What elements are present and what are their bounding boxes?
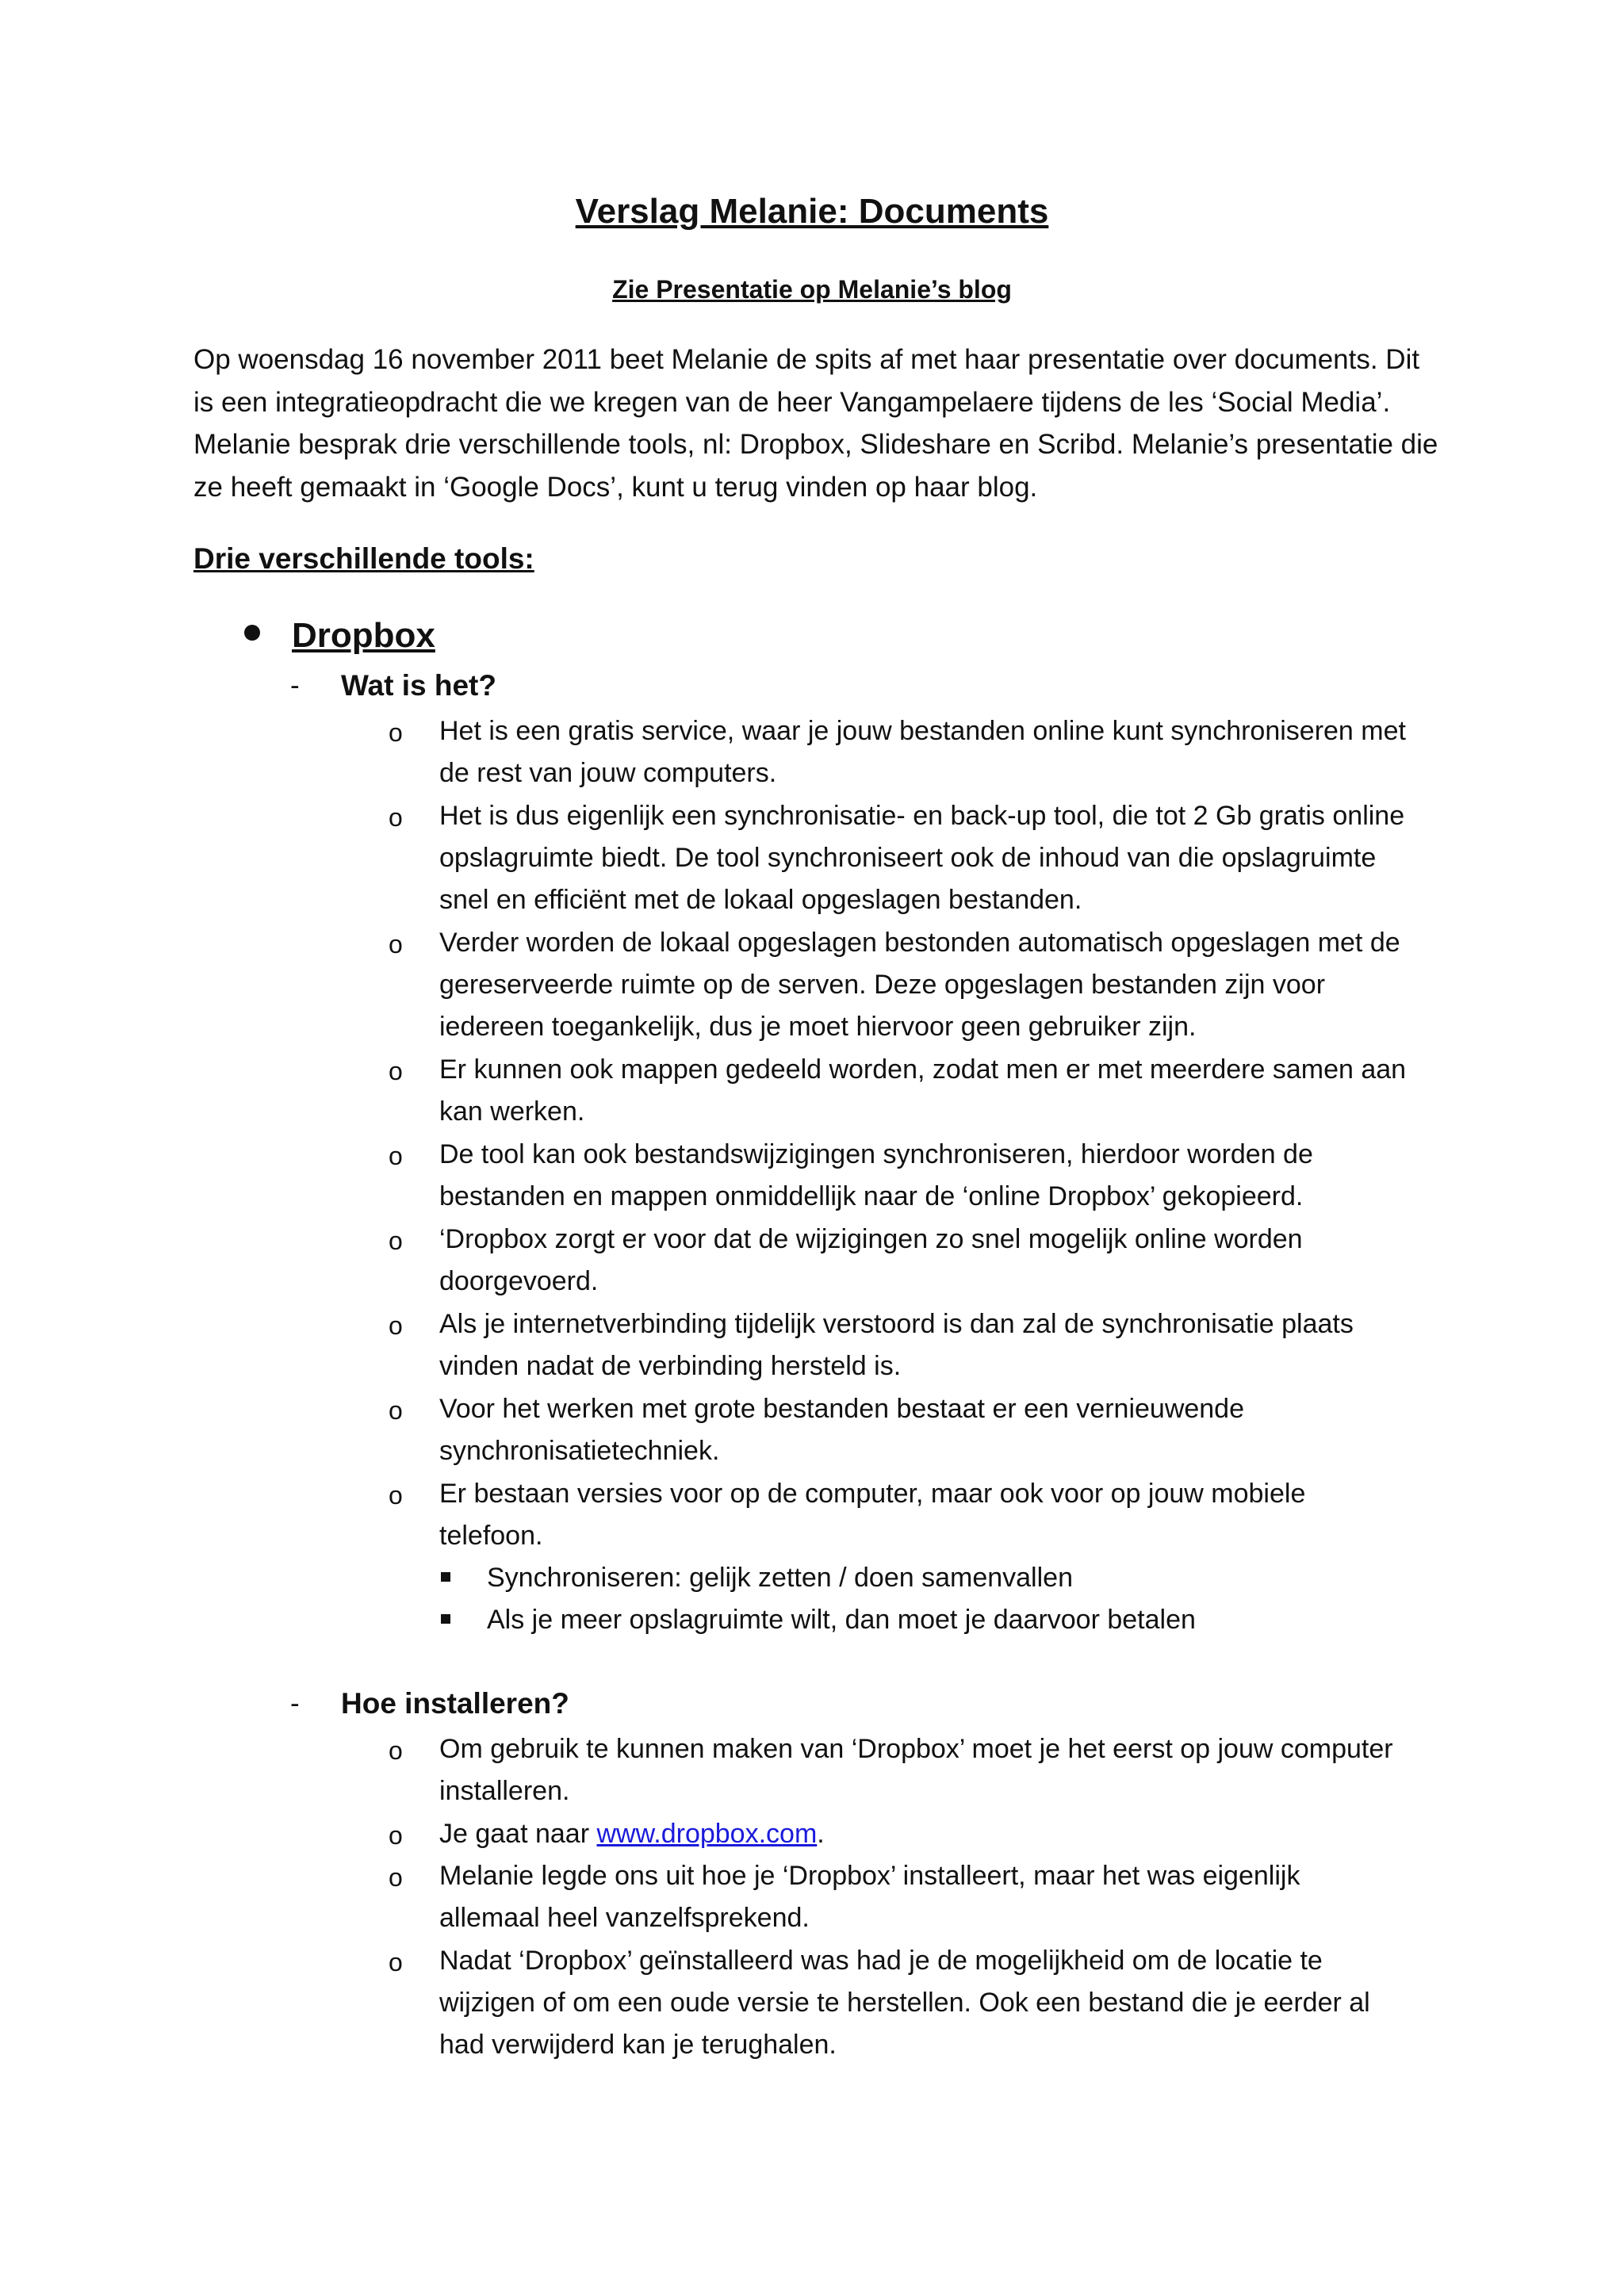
- list-item-line: bestanden en mappen onmiddellijk naar de ‘online Dropbox’ gekopieerd.: [439, 1181, 1304, 1211]
- list-item-line: De tool kan ook bestandswijzigingen synchroniseren, hierdoor worden de: [439, 1139, 1313, 1169]
- list-item-line: telefoon.: [439, 1521, 543, 1551]
- circle-marker: o: [389, 1948, 403, 1976]
- circle-marker: o: [389, 1863, 403, 1892]
- square-bullet-icon: [441, 1572, 450, 1582]
- list-item-line: installeren.: [439, 1776, 570, 1806]
- circle-marker: o: [389, 1057, 403, 1085]
- list-item-line: Het is dus eigenlijk een synchronisatie- en back-up tool, die tot 2 Gb gratis online: [439, 801, 1405, 831]
- list-item-line: [439, 1819, 825, 1850]
- circle-marker: o: [389, 1396, 403, 1425]
- list-item-line: Er kunnen ook mappen gedeeld worden, zodat men er met meerdere samen aan: [439, 1054, 1407, 1085]
- circle-marker: o: [389, 718, 403, 747]
- list-item-line: doorgevoerd.: [439, 1266, 599, 1296]
- link-prefix: Je gaat naar: [439, 1819, 597, 1849]
- list-item-line: Er bestaan versies voor op de computer, maar ook voor op jouw mobiele: [439, 1479, 1306, 1509]
- dash-marker: -: [290, 1688, 300, 1719]
- list-item-line: allemaal heel vanzelfsprekend.: [439, 1903, 810, 1933]
- circle-marker: o: [389, 1821, 403, 1850]
- link-suffix: .: [817, 1819, 825, 1849]
- intro-line: ze heeft gemaakt in ‘Google Docs’, kunt u terug vinden op haar blog.: [193, 472, 1038, 503]
- list-item-line: Melanie legde ons uit hoe je ‘Dropbox’ installeert, maar het was eigenlijk: [439, 1861, 1300, 1891]
- list-item-line: had verwijderd kan je terughalen.: [439, 2030, 837, 2060]
- intro-line: is een integratieopdracht die we kregen van de heer Vangampelaere tijdens de les ‘Social Media’.: [193, 387, 1391, 418]
- circle-marker: o: [389, 930, 403, 959]
- list-item-line: Voor het werken met grote bestanden bestaat er een vernieuwende: [439, 1394, 1245, 1424]
- list-item-line: opslagruimte biedt. De tool synchroniseert ook de inhoud van die opslagruimte: [439, 843, 1377, 873]
- circle-marker: o: [389, 803, 403, 832]
- list-item-line: ‘Dropbox zorgt er voor dat de wijzigingen zo snel mogelijk online worden: [439, 1224, 1303, 1254]
- circle-marker: o: [389, 1226, 403, 1255]
- circle-marker: o: [389, 1481, 403, 1510]
- list-item-line: Verder worden de lokaal opgeslagen bestonden automatisch opgeslagen met de: [439, 928, 1400, 958]
- page-title: Verslag Melanie: Documents: [575, 192, 1049, 231]
- section-heading: Drie verschillende tools:: [193, 542, 534, 575]
- list-item-line: de rest van jouw computers.: [439, 758, 777, 788]
- dash-marker: -: [290, 670, 300, 701]
- list-item-line: iedereen toegankelijk, dus je moet hiervoor geen gebruiker zijn.: [439, 1012, 1197, 1042]
- sub-list-item: Synchroniseren: gelijk zetten / doen samenvallen: [487, 1563, 1073, 1593]
- list-item-line: Als je internetverbinding tijdelijk verstoord is dan zal de synchronisatie plaats: [439, 1309, 1354, 1339]
- subheading-hoe-installeren: Hoe installeren?: [341, 1687, 569, 1720]
- list-item-line: kan werken.: [439, 1096, 585, 1127]
- page-subtitle: Zie Presentatie op Melanie’s blog: [612, 275, 1012, 304]
- tool-heading-dropbox: Dropbox: [292, 616, 435, 655]
- list-item-line: Om gebruik te kunnen maken van ‘Dropbox’ moet je het eerst op jouw computer: [439, 1734, 1393, 1764]
- intro-line: Op woensdag 16 november 2011 beet Melanie de spits af met haar presentatie over documents. Dit: [193, 344, 1420, 375]
- list-item-line: vinden nadat de verbinding hersteld is.: [439, 1351, 902, 1381]
- circle-marker: o: [389, 1736, 403, 1765]
- list-item-line: wijzigen of om een oude versie te herstellen. Ook een bestand die je eerder al: [439, 1988, 1370, 2018]
- intro-line: Melanie besprak drie verschillende tools, nl: Dropbox, Slideshare en Scribd. Melanie’s presentatie die: [193, 429, 1438, 460]
- list-item-line: snel en efficiënt met de lokaal opgeslagen bestanden.: [439, 885, 1082, 915]
- subheading-wat-is-het: Wat is het?: [341, 669, 496, 702]
- list-item-line: Nadat ‘Dropbox’ geïnstalleerd was had je de mogelijkheid om de locatie te: [439, 1946, 1323, 1976]
- list-item-line: gereserveerde ruimte op de serven. Deze opgeslagen bestanden zijn voor: [439, 970, 1326, 1000]
- square-bullet-icon: [441, 1614, 450, 1624]
- circle-marker: o: [389, 1142, 403, 1170]
- dropbox-link[interactable]: www.dropbox.com: [596, 1819, 818, 1849]
- list-item-line: synchronisatietechniek.: [439, 1436, 720, 1466]
- sub-list-item: Als je meer opslagruimte wilt, dan moet je daarvoor betalen: [487, 1605, 1196, 1635]
- bullet-icon: [244, 625, 260, 641]
- list-item-line: Het is een gratis service, waar je jouw bestanden online kunt synchroniseren met: [439, 716, 1406, 746]
- circle-marker: o: [389, 1311, 403, 1340]
